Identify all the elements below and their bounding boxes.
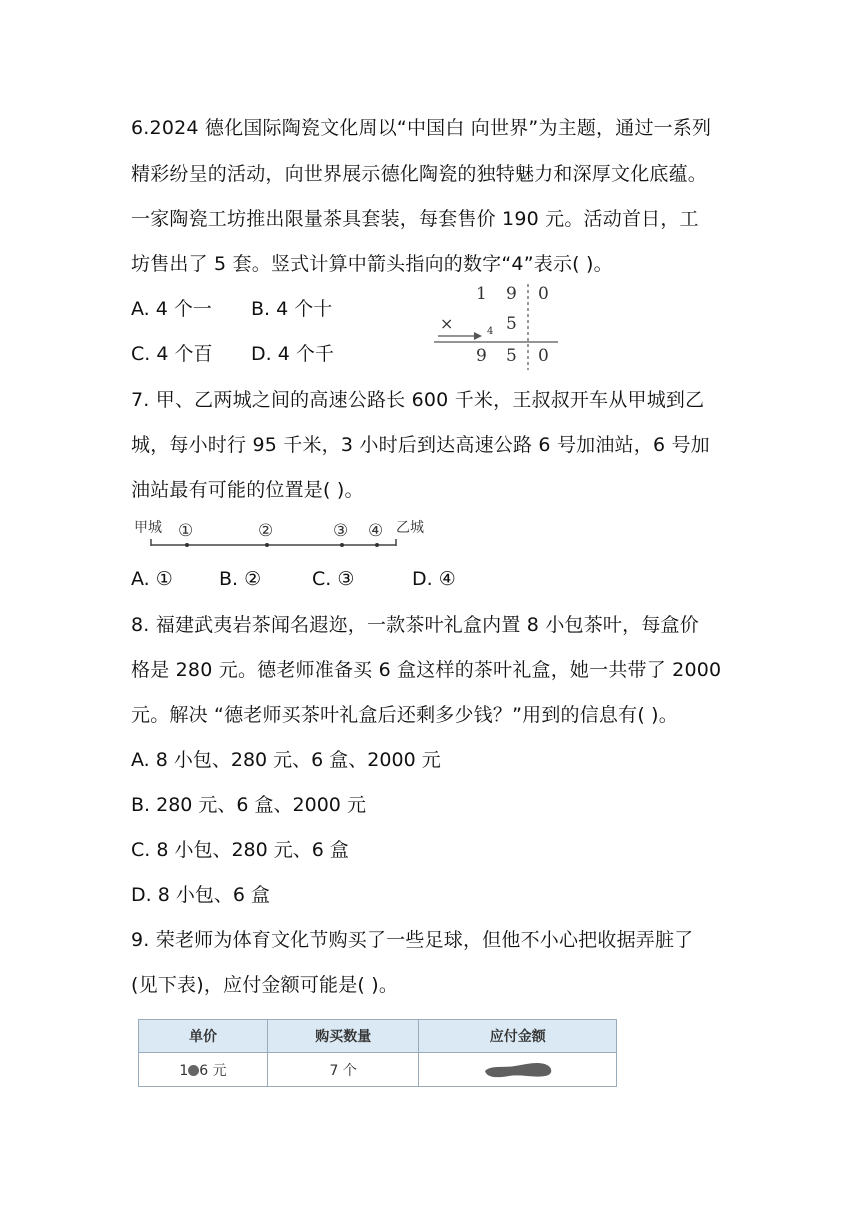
arrow-head-icon [474, 332, 482, 340]
vertical-calculation [432, 282, 562, 372]
point-4 [375, 543, 379, 547]
q7-line-3: 油站最有可能的位置是( )。 [131, 479, 364, 501]
start-city-label: 甲城 [134, 520, 162, 536]
calc-multiplier: 5 [506, 314, 517, 334]
cell-unit-price [139, 1053, 268, 1087]
q7-line-2: 城，每小时行 95 千米，3 小时后到达高速公路 6 号加油站，6 号加 [131, 434, 710, 456]
cell-quantity: 7 个 [268, 1053, 419, 1087]
q7-option-c[interactable]: C. ③ [312, 568, 355, 590]
q6-line-2: 精彩纷呈的活动，向世界展示德化陶瓷的独特魅力和深厚文化底蕴。 [131, 163, 708, 185]
point-3 [340, 543, 344, 547]
q6-option-d[interactable]: D. 4 个千 [251, 343, 334, 365]
q7-option-d[interactable]: D. ④ [412, 568, 456, 590]
q6-option-c[interactable]: C. 4 个百 [131, 343, 213, 365]
calc-result-9: 9 [476, 346, 487, 366]
q6-line-4: 坊售出了 5 套。竖式计算中箭头指向的数字“4”表示( )。 [131, 253, 613, 275]
header-quantity: 购买数量 [268, 1020, 419, 1053]
marker-3: ③ [333, 521, 349, 541]
calc-digit-0: 0 [538, 284, 549, 304]
point-2 [265, 543, 269, 547]
q7-option-a[interactable]: A. ① [131, 568, 173, 590]
route-line [134, 513, 434, 553]
route-diagram [134, 513, 434, 553]
marker-4: ④ [368, 521, 384, 541]
header-unit-price: 单价 [139, 1020, 268, 1053]
unit-price-prefix: 1 [179, 1062, 189, 1079]
q9-line-1: 9. 荣老师为体育文化节购买了一些足球，但他不小心把收据弄脏了 [131, 929, 694, 951]
table-header-row [139, 1020, 617, 1053]
marker-2: ② [258, 521, 274, 541]
smudge-icon [481, 1059, 555, 1081]
q7-option-b[interactable]: B. ② [219, 568, 262, 590]
q7-line-1: 7. 甲、乙两城之间的高速公路长 600 千米，王叔叔开车从甲城到乙 [131, 389, 705, 411]
marker-1: ① [178, 521, 194, 541]
q6-line-1: 6.2024 德化国际陶瓷文化周以“中国白 向世界”为主题，通过一系列 [131, 117, 712, 139]
cell-amount [419, 1053, 617, 1087]
header-amount: 应付金额 [419, 1020, 617, 1053]
q9-line-2: (见下表)，应付金额可能是( )。 [131, 974, 399, 996]
calc-result-5: 5 [506, 346, 517, 366]
q8-option-a[interactable]: A. 8 小包、280 元、6 盒、2000 元 [131, 749, 441, 771]
calc-digit-9: 9 [506, 284, 517, 304]
q6-option-b[interactable]: B. 4 个十 [251, 298, 333, 320]
end-city-label: 乙城 [396, 520, 424, 536]
q8-option-b[interactable]: B. 280 元、6 盒、2000 元 [131, 794, 366, 816]
calc-result-0: 0 [538, 346, 549, 366]
q8-option-d[interactable]: D. 8 小包、6 盒 [131, 884, 270, 906]
calc-digit-1: 1 [476, 284, 487, 304]
q8-line-1: 8. 福建武夷岩茶闻名遐迩，一款茶叶礼盒内置 8 小包茶叶，每盒价 [131, 614, 699, 636]
q6-line-3: 一家陶瓷工坊推出限量茶具套装，每套售价 190 元。活动首日，工 [131, 208, 699, 230]
q8-line-3: 元。解决 “德老师买茶叶礼盒后还剩多少钱？”用到的信息有( )。 [131, 704, 678, 726]
q8-option-c[interactable]: C. 8 小包、280 元、6 盒 [131, 839, 349, 861]
receipt-table [138, 1019, 617, 1087]
q8-line-2: 格是 280 元。德老师准备买 6 盒这样的茶叶礼盒，她一共带了 2000 [131, 659, 722, 681]
carry-digit: 4 [487, 326, 494, 337]
unit-price-suffix: 6 元 [199, 1062, 227, 1079]
q6-option-a[interactable]: A. 4 个一 [131, 298, 212, 320]
ink-blot-icon [188, 1065, 199, 1076]
table-row [139, 1053, 617, 1087]
point-1 [185, 543, 189, 547]
times-sign: × [440, 314, 454, 333]
